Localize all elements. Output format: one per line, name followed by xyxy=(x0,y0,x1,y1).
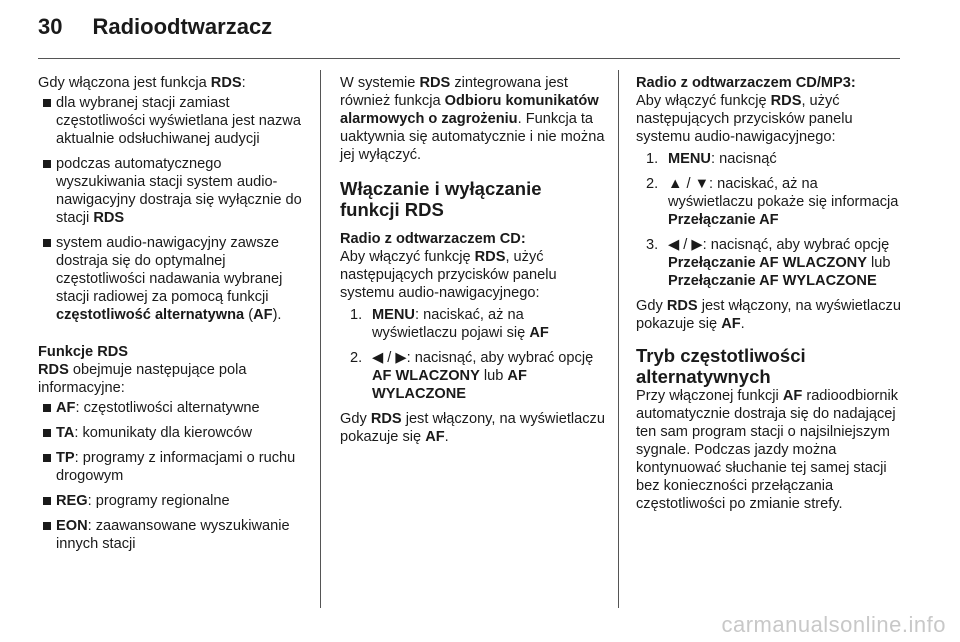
page-number: 30 xyxy=(38,14,63,39)
subsection-title-cd: Radio z odtwarzaczem CD: xyxy=(340,231,526,247)
rds-benefits-list xyxy=(38,94,304,324)
list-item: TP: programy z informacjami o ruchu drogowym xyxy=(38,449,304,485)
af-mode-paragraph: Przy włączonej funkcji AF radioodbiornik automatycznie dostraja się do nadającej ten sam program stacji o najsilniejszym sygnale. Podczas jazdy można kontynuować słuchanie tej samej stacji bez konieczności przełączania częstotliwości po zmianie strefy. xyxy=(636,388,899,512)
list-item: system audio-nawigacyjny zawsze dostraja się do optymalnej częstotliwości nadawania wybranej stacji radiowej za pomocą funkcji częstotliwość alternatywna (AF). xyxy=(38,234,304,324)
list-item: 3. ◀ / ▶: nacisnąć, aby wybrać opcję Przełączanie AF WLACZONY lub Przełączanie AF WYLACZONE xyxy=(646,237,891,289)
column-2 xyxy=(340,74,606,446)
header-rule xyxy=(38,58,900,59)
cd-intro: Aby włączyć funkcję RDS, użyć następujących przycisków panelu systemu audio-nawigacyjnego: xyxy=(340,249,557,301)
rds-intro: Gdy włączona jest funkcja RDS: xyxy=(38,75,246,91)
page-title: Radioodtwarzacz xyxy=(92,14,273,39)
column-divider-1 xyxy=(320,70,321,608)
list-item: 1. MENU: nacisnąć xyxy=(646,151,777,167)
section-title-rds-toggle: Włączanie i wyłączanie funkcji RDS xyxy=(340,178,542,220)
cd-mp3-intro: Aby włączyć funkcję RDS, użyć następujących przycisków panelu systemu audio-nawigacyjnego: xyxy=(636,93,853,145)
section-title-rds-functions: Funkcje RDS xyxy=(38,344,129,360)
list-item: TA: komunikaty dla kierowców xyxy=(38,424,304,442)
list-item: AF: częstotliwości alternatywne xyxy=(38,399,304,417)
list-item: 2. ▲ / ▼: naciskać, aż na wyświetlaczu pokaże się informacja Przełączanie AF xyxy=(646,176,899,228)
column-1 xyxy=(38,74,304,560)
list-item: REG: programy regionalne xyxy=(38,492,304,510)
page-header xyxy=(38,14,900,54)
list-item: 1. MENU: naciskać, aż na wyświetlaczu pojawi się AF xyxy=(350,307,549,341)
list-item: dla wybranej stacji zamiast częstotliwości wyświetlana jest nazwa aktualnie odsłuchiwanej audycji xyxy=(38,94,304,148)
column-divider-2 xyxy=(618,70,619,608)
column-3 xyxy=(636,74,906,513)
rds-functions-intro: RDS obejmuje następujące pola informacyjne: xyxy=(38,362,247,396)
list-item: 2. ◀ / ▶: nacisnąć, aby wybrać opcję AF WLACZONY lub AF WYLACZONE xyxy=(350,350,594,402)
rds-features-list xyxy=(38,399,304,553)
subsection-title-cd-mp3: Radio z odtwarzaczem CD/MP3: xyxy=(636,75,856,91)
list-item: EON: zaawansowane wyszukiwanie innych stacji xyxy=(38,517,304,553)
cd-outro: Gdy RDS jest włączony, na wyświetlaczu pokazuje się AF. xyxy=(340,411,605,445)
cd-mp3-steps-list xyxy=(636,150,906,290)
section-title-af-mode: Tryb częstotliwości alternatywnych xyxy=(636,345,806,387)
watermark: carmanualsonline.info xyxy=(721,612,946,637)
emergency-alert-paragraph: W systemie RDS zintegrowana jest również funkcja Odbioru komunikatów alarmowych o zagrożeniu. Funkcja ta uaktywnia się automatycznie i nie można jej wyłączyć. xyxy=(340,75,605,163)
cd-mp3-outro: Gdy RDS jest włączony, na wyświetlaczu pokazuje się AF. xyxy=(636,298,901,332)
list-item: podczas automatycznego wyszukiwania stacji system audio-nawigacyjny dostraja się wyłącznie do stacji RDS xyxy=(38,155,304,227)
cd-steps-list xyxy=(340,306,606,403)
